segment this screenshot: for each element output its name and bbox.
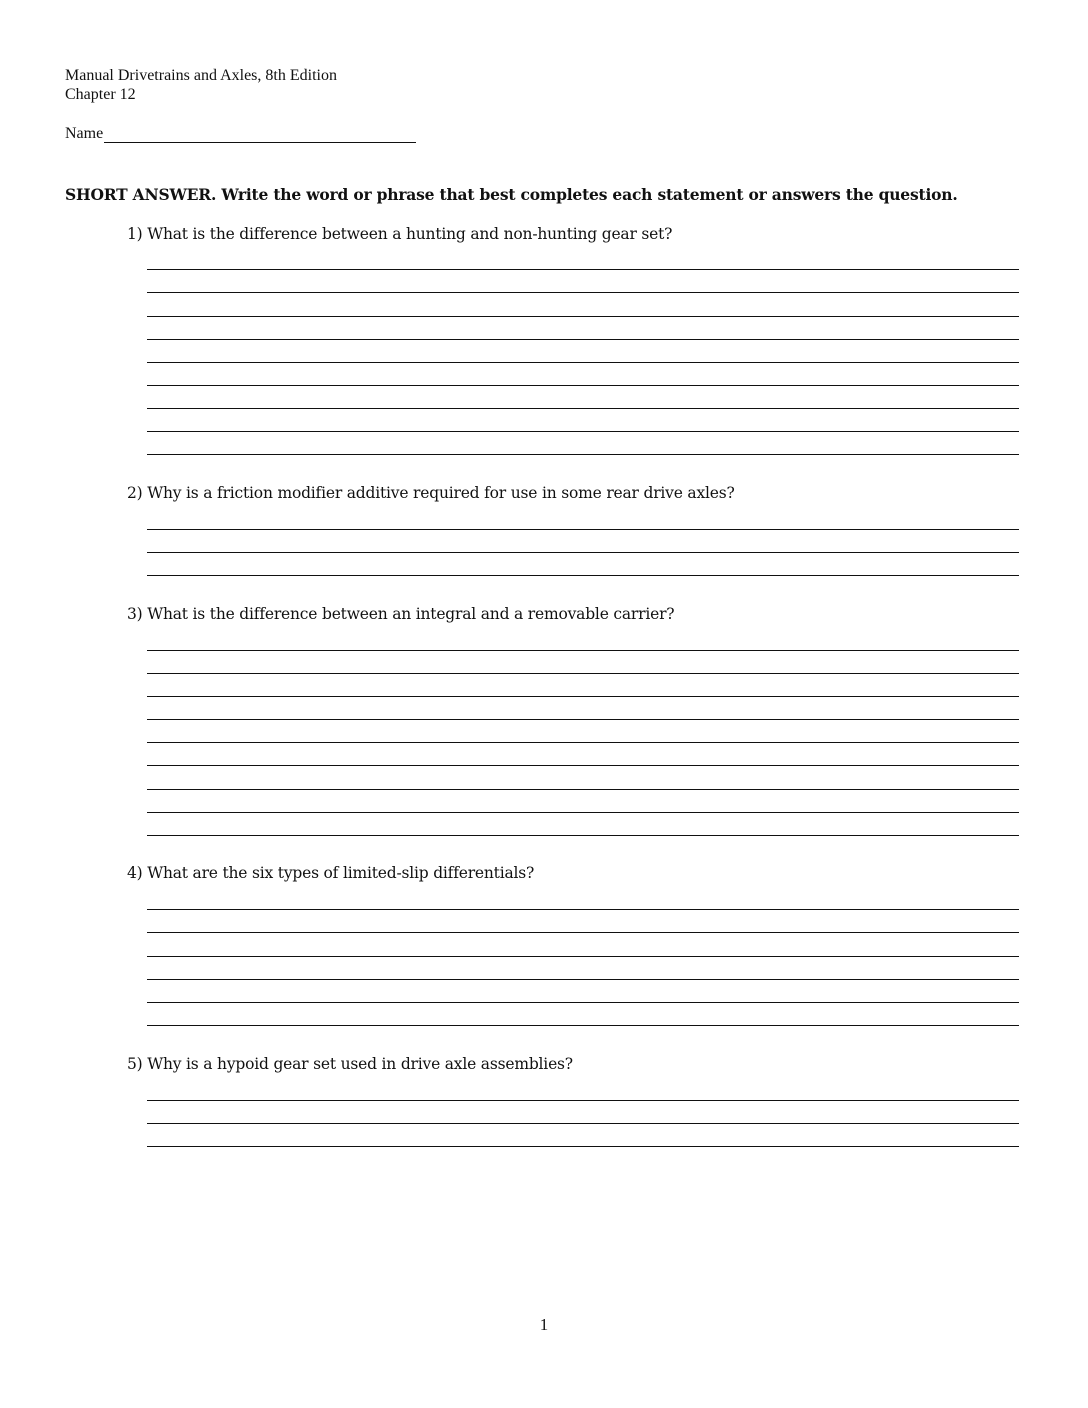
answer-line[interactable] [147,835,1019,836]
answer-line[interactable] [147,650,1019,651]
answer-line[interactable] [147,431,1019,432]
answer-line[interactable] [147,789,1019,790]
name-blank-line[interactable] [104,124,416,143]
name-field-row [65,124,416,143]
answer-line[interactable] [147,316,1019,317]
answer-line[interactable] [147,339,1019,340]
answer-line[interactable] [147,1100,1019,1101]
answer-line[interactable] [147,765,1019,766]
answer-line[interactable] [147,408,1019,409]
question-4: 4) What are the six types of limited-slip differentials? [127,864,535,882]
answer-line[interactable] [147,385,1019,386]
answer-line[interactable] [147,269,1019,270]
answer-line[interactable] [147,575,1019,576]
document-header [65,66,337,104]
answer-line[interactable] [147,812,1019,813]
question-1: 1) What is the difference between a hunting and non-hunting gear set? [127,225,673,243]
answer-line[interactable] [147,719,1019,720]
page-number: 1 [539,1315,549,1334]
chapter-label: Chapter 12 [65,86,136,103]
answer-line[interactable] [147,956,1019,957]
question-3: 3) What is the difference between an integral and a removable carrier? [127,605,675,623]
name-label: Name [65,125,104,142]
question-2: 2) Why is a friction modifier additive required for use in some rear drive axles? [127,484,735,502]
answer-line[interactable] [147,552,1019,553]
answer-line[interactable] [147,454,1019,455]
question-5: 5) Why is a hypoid gear set used in drive axle assemblies? [127,1055,573,1073]
answer-line[interactable] [147,673,1019,674]
answer-line[interactable] [147,1025,1019,1026]
answer-line[interactable] [147,742,1019,743]
instructions: SHORT ANSWER. Write the word or phrase that best completes each statement or answers the question. [65,185,958,204]
answer-line[interactable] [147,1123,1019,1124]
answer-line[interactable] [147,1146,1019,1147]
answer-line[interactable] [147,362,1019,363]
answer-line[interactable] [147,979,1019,980]
answer-line[interactable] [147,909,1019,910]
book-title: Manual Drivetrains and Axles, 8th Edition [65,67,337,84]
answer-line[interactable] [147,932,1019,933]
answer-line[interactable] [147,529,1019,530]
answer-line[interactable] [147,292,1019,293]
answer-line[interactable] [147,1002,1019,1003]
answer-line[interactable] [147,696,1019,697]
